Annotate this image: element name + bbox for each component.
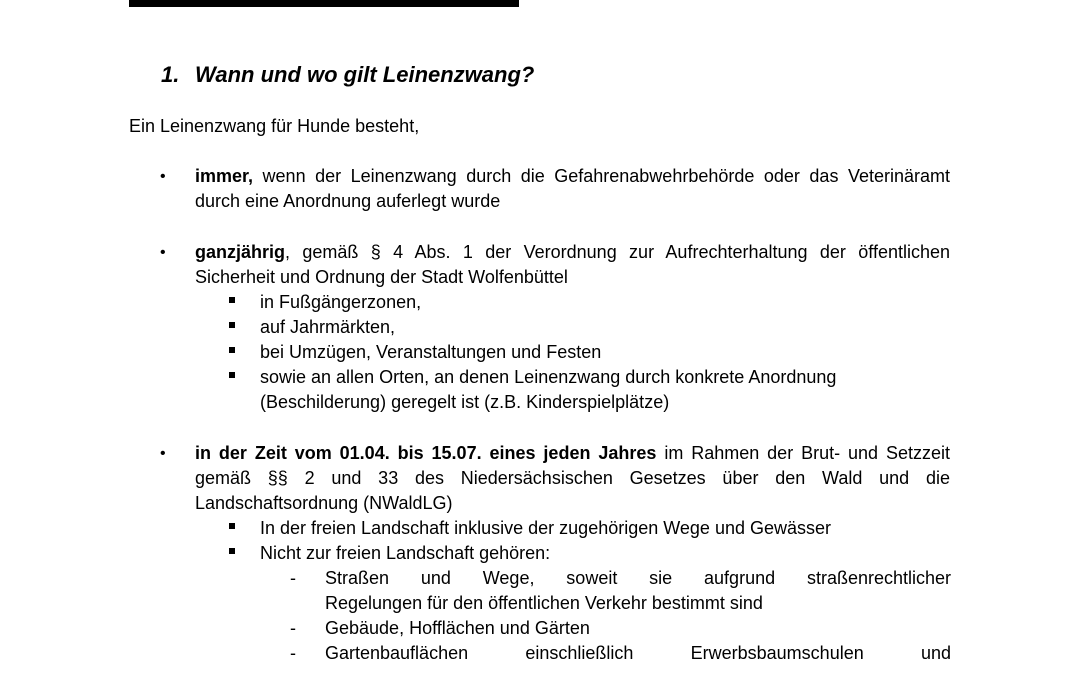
dash-item: Gartenbauflächen einschließlich Erwerbsbaumschulen und xyxy=(325,643,951,663)
bullet-icon: • xyxy=(160,244,166,261)
sub-item: sowie an allen Orten, an denen Leinenzwang durch konkrete Anordnung xyxy=(260,367,837,387)
dash-bullet-icon: - xyxy=(290,618,296,638)
section-number: 1. xyxy=(161,62,180,87)
top-rule xyxy=(129,0,519,7)
sub-item: in Fußgängerzonen, xyxy=(260,292,422,312)
sub-item: Nicht zur freien Landschaft gehören: xyxy=(260,543,551,563)
item-text: , gemäß § 4 Abs. 1 der Verordnung zur Aufrechterhaltung der öffentlichen Sicherheit und Ordnung der Stadt Wolfenbüttel xyxy=(195,242,950,287)
square-bullet-icon xyxy=(229,347,235,353)
list-item-ganzjaehrig xyxy=(195,240,950,290)
list-item-immer xyxy=(195,164,950,214)
item-keyword: immer, xyxy=(195,166,254,186)
bullet-icon: • xyxy=(160,445,166,462)
item-keyword: in der Zeit vom 01.04. bis 15.07. eines jeden Jahres xyxy=(195,443,657,463)
dash-bullet-icon: - xyxy=(290,643,296,663)
section-title: Wann und wo gilt Leinenzwang? xyxy=(195,62,535,87)
dash-item: Gebäude, Hofflächen und Gärten xyxy=(325,618,590,638)
intro-text: Ein Leinenzwang für Hunde besteht, xyxy=(129,116,420,136)
item-text: im Rahmen der Brut- und Setzzeit gemäß §§ 2 und 33 des Niedersächsischen Gesetzes über den Wald und die Landschaftsordnung (NWaldLG) xyxy=(195,443,950,513)
sub-item: bei Umzügen, Veranstaltungen und Festen xyxy=(260,342,602,362)
square-bullet-icon xyxy=(229,372,235,378)
dash-item-continuation: Regelungen für den öffentlichen Verkehr bestimmt sind xyxy=(325,593,763,613)
square-bullet-icon xyxy=(229,322,235,328)
item-text: wenn der Leinenzwang durch die Gefahrenabwehrbehörde oder das Veterinäramt durch eine Anordnung auferlegt wurde xyxy=(195,166,950,211)
square-bullet-icon xyxy=(229,548,235,554)
square-bullet-icon xyxy=(229,523,235,529)
list-item-brutzeit xyxy=(195,441,950,516)
dash-bullet-icon: - xyxy=(290,568,296,588)
sub-item: auf Jahrmärkten, xyxy=(260,317,396,337)
sub-item-continuation: (Beschilderung) geregelt ist (z.B. Kinderspielplätze) xyxy=(260,392,670,412)
section-heading xyxy=(161,58,534,92)
item-keyword: ganzjährig xyxy=(195,242,286,262)
square-bullet-icon xyxy=(229,297,235,303)
bullet-icon: • xyxy=(160,168,166,185)
sub-item: In der freien Landschaft inklusive der zugehörigen Wege und Gewässer xyxy=(260,518,832,538)
dash-item: Straßen und Wege, soweit sie aufgrund straßenrechtlicher xyxy=(325,568,951,588)
